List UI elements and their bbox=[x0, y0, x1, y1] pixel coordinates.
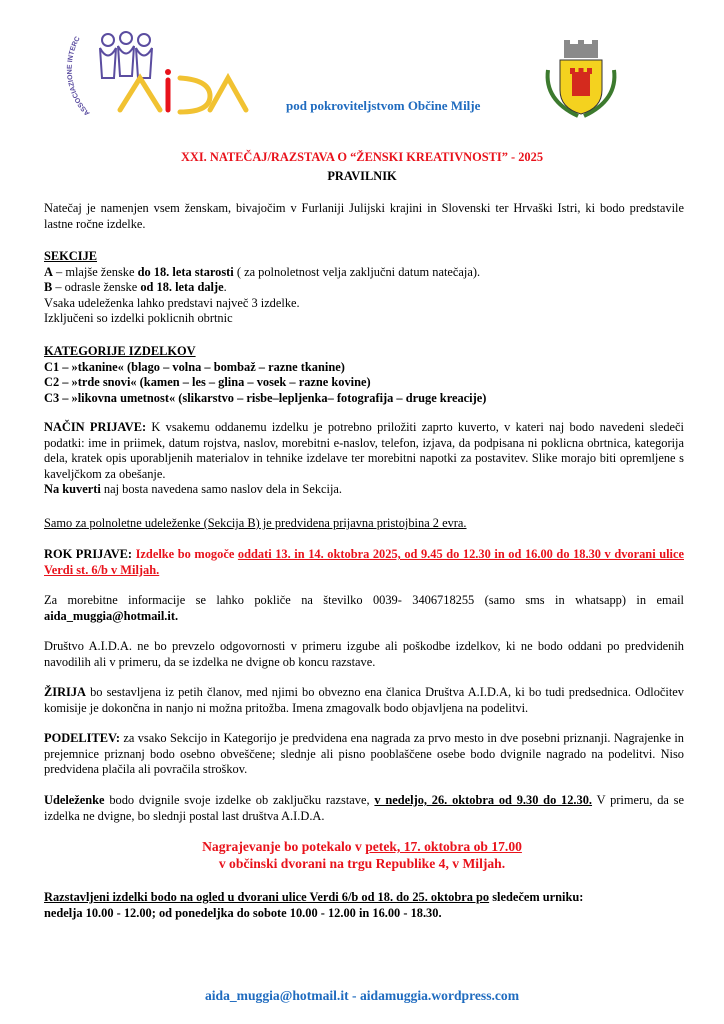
page-subtitle: PRAVILNIK bbox=[327, 169, 397, 183]
ceremony-announcement: Nagrajevanje bo potekalo v petek, 17. oktobra ob 17.00 v občinski dvorani na trgu Republike 4, v Miljah. bbox=[202, 839, 522, 871]
sekcije-exclusion: Izključeni so izdelki poklicnih obrtnic bbox=[44, 311, 233, 326]
sekcije-limit: Vsaka udeleženka lahko predstavi največ 3 izdelke. bbox=[44, 295, 300, 310]
svg-text:ASSOCIAZIONE INTERCULTURALE DO bbox=[60, 18, 91, 116]
exhibit-schedule: Razstavljeni izdelki bodo na ogled u dvorani ulice Verdi 6/b od 18. do 25. oktobra po sledečem urniku: nedelja 10.00 - 12.00; od ponedeljka do sobote 10.00 - 12.00 in 16.00 - 18.30. bbox=[44, 890, 584, 920]
nacin-prijave-paragraph: NAČIN PRIJAVE: K vsakemu oddanemu izdelku je potrebno priložiti zaprto kuverto, v kateri naj bodo navedeni sledeči podatki: ime in priimek, datum rojstva, naslov, morebitni e-naslov, telefon, izjava, da podpisana ni poklicna obrtnica, kategorija dela, kratek opis uporabljenih materialov in tehnike izdelave ter morebitni napotki za postavitev. Slike morajo biti opremljene s kaveljčkom za obešanje. Na kuverti naj bosta navedena samo naslov dela in Sekcija. bbox=[44, 420, 684, 497]
aida-logo bbox=[60, 18, 260, 128]
sekcija-a: A – mlajše ženske do 18. leta starosti ( za polnoletnost velja zaključni datum natečaja). bbox=[44, 264, 481, 279]
fee-note: Samo za polnoletne udeleženke (Sekcija B) je predvidena prijavna pristojbina 2 evra. bbox=[44, 516, 467, 530]
kategorije-heading: KATEGORIJE IZDELKOV bbox=[44, 344, 196, 358]
sekcije-heading: SEKCIJE bbox=[44, 249, 98, 263]
sekcija-b: B – odrasle ženske od 18. leta dalje. bbox=[44, 280, 227, 295]
logo-ring-text: ASSOCIAZIONE INTERC bbox=[66, 35, 92, 117]
muggia-coat-of-arms bbox=[538, 40, 624, 120]
footer-contacts[interactable]: aida_muggia@hotmail.it - aidamuggia.wordpress.com bbox=[204, 988, 520, 1003]
page-title: XXI. NATEČAJ/RAZSTAVA O “ŽENSKI KREATIVNOSTI” - 2025 bbox=[180, 150, 544, 164]
awards-paragraph: PODELITEV: za vsako Sekcijo in Kategorijo je predvidena ena nagrada za prvo mesto in dve posebni priznanji. Nagrajenke in prejemnice priznanj bodo osebno obveščene; slednje ali pisno pooblaščene osebe bodo dvignile nagrado na podelitvi. Niso predvidena plačila ali povračila stroškov. bbox=[44, 731, 684, 777]
pickup-paragraph: Udeleženke bodo dvignile svoje izdelke ob zaključku razstave, v nedeljo, 26. oktobra od 9.30 do 12.30. V primeru, da se izdelka ne dvigne, bo slednji postal last društva A.I.D.A. bbox=[44, 793, 684, 823]
kategorija-c2: C2 – »trde snovi« (kamen – les – glina – vosek – razne kovine) bbox=[44, 375, 371, 390]
patronage-text: pod pokroviteljstvom Občine Milje bbox=[286, 98, 481, 113]
crest-icon bbox=[538, 40, 624, 120]
aida-logo-graphic bbox=[60, 18, 260, 128]
sekcije-section bbox=[44, 249, 684, 327]
intro-paragraph: Natečaj je namenjen vsem ženskam, bivajočim v Furlaniji Julijski krajini in Slovenski ter Hrvaški Istri, ki bodo predstavile lastne ročne izdelke. bbox=[44, 201, 684, 231]
liability-paragraph: Društvo A.I.D.A. ne bo prevzelo odgovornosti v primeru izgube ali poškodbe izdelkov, ki ne bodo oddani po predvidenih navodilih ali v primeru, da se izdelka ne dvigne ob koncu razstave. bbox=[44, 639, 684, 669]
rok-prijave-paragraph: ROK PRIJAVE: Izdelke bo mogoče oddati 13. in 14. oktobra 2025, od 9.45 do 12.30 in od 16.00 do 18.30 v dvorani ulice Verdi st. 6/b v Miljah. bbox=[44, 547, 684, 577]
kategorija-c1: C1 – »tkanine« (blago – volna – bombaž – razne tkanine) bbox=[44, 359, 345, 374]
kategorija-c3: C3 – »likovna umetnost« (slikarstvo – risbe–lepljenka– fotografija – druge kreacije) bbox=[44, 390, 487, 405]
jury-paragraph: ŽIRIJA bo sestavljena iz petih članov, med njimi bo obvezno ena članica Društva A.I.D.A, ki bo tudi predsednica. Odločitev komisije je dokončna in nanjo ni možna pritožba. Imena zmagovalk bodo objavljena na podelitvi. bbox=[44, 685, 684, 715]
info-email[interactable]: aida_muggia@hotmail.it. bbox=[44, 608, 179, 623]
info-paragraph: Za morebitne informacije se lahko pokliče na številko 0039- 3406718255 (samo sms in whatsapp) in email aida_muggia@hotmail.it. bbox=[44, 593, 684, 623]
kategorije-section bbox=[44, 344, 684, 406]
